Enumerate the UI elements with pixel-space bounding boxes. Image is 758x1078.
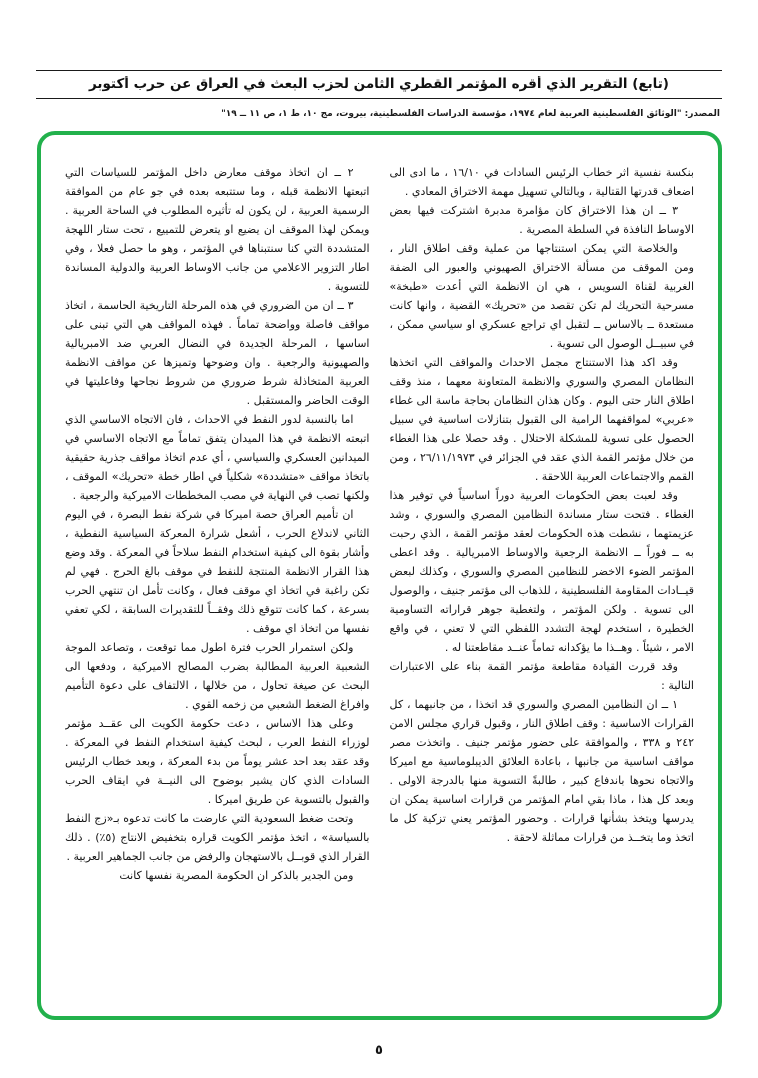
- column-left: [65, 163, 370, 996]
- paragraph: ٣ ــ ان هذا الاختراق كان مؤامرة مدبرة اشتركت فيها بعض الاوساط النافذة في السلطة المصرية .: [389, 204, 694, 236]
- paragraph: وقد اكد هذا الاستنتاج مجمل الاحداث والمواقف التي اتخذها النظامان المصري والسوري والانظمة المتعاونة معهما ، منذ وقف اطلاق النار حتى اليوم . وكان هذان النظامان بحاجة ماسة الى غطاء «عربي» لمواقفهما الرامية الى القبول بتنازلات اساسية في سبيل الحصول على تسوية للمشكلة الاحتلال . وقد حصلا على هذا الغطاء من خلال مؤتمر القمة الذي عقد في الجزائر في ٢٦/١١/١٩٧٣ ، ومن القمم والاجتماعات العربية اللاحقة .: [389, 356, 694, 483]
- paragraph: وعلى هذا الاساس ، دعت حكومة الكويت الى عقــد مؤتمر لوزراء النفط العرب ، لبحث كيفية استخدام النفط في المعركة . وقد عقد بعد احد عشر يوماً من بدء المعركة ، وبعد خطاب الرئيس السادات الذي كان يشير بوضوح الى النيــة في ايقاف الحرب والقبول بالتسوية عن طريق اميركا .: [65, 717, 370, 806]
- paragraph: اما بالنسبة لدور النفط في الاحداث ، فان الاتجاه الاساسي الذي اتبعته الانظمة في هذا الميدان يتفق تماماً مع الاتجاه الاساسي في الميدانين العسكري والسياسي ، أي عدم اتخاذ مواقف جذرية حقيقية باتخاذ مواقف «متشددة» شكلياً في اطار خطة «تحريك» الموقف ، ولكنها تصب في النهاية في مصب المخططات الاميركية والرجعية .: [65, 413, 370, 502]
- page-title: (تابع) التقرير الذي أقره المؤتمر القطري الثامن لحزب البعث في العراق عن حرب أكتوبر: [89, 76, 669, 92]
- page-number: ٥: [375, 1043, 383, 1058]
- column-right: [390, 163, 695, 996]
- title-rule-block: [36, 70, 722, 99]
- paragraph: والخلاصة التي يمكن استنتاجها من عملية وقف اطلاق النار ، ومن الموقف من مسألة الاختراق الصهيوني والعبور الى الضفة الغربية لقناة السويس ، هي ان الانظمة التي أعدت «طبخة» مسرحية التحريك لم تكن تقصد من «تحريك» القضية ، وانها كانت مستعدة ــ بالاساس ــ لتقبل اي تراجع عسكري او سياسي ممكن ، في سبيــل الوصول الى تسوية .: [389, 242, 694, 350]
- paragraph: وتحت ضغط السعودية التي عارضت ما كانت تدعوه بـ«زج النفط بالسياسة» ، اتخذ مؤتمر الكويت قراره بتخفيض الانتاج (٥٪) . ذلك القرار الذي قوبــل بالاستهجان والرفض من جانب الجماهير العربية .: [65, 812, 370, 863]
- paragraph: وقد قررت القيادة مقاطعة مؤتمر القمة بناء على الاعتبارات التالية :: [389, 660, 694, 692]
- paragraph: ولكن استمرار الحرب فترة اطول مما توقعت ، وتصاعد الموجة الشعبية العربية المطالبة بضرب المصالح الاميركية ، ودفعها الى البحث عن صيغة تحاول ، من خلالها ، الالتفاف على دعوة التأميم وافراغ الضغط الشعبي من زخمه القوي .: [65, 641, 370, 711]
- two-column-text: [65, 163, 694, 996]
- paragraph: وقد لعبت بعض الحكومات العربية دوراً اساسياً في توفير هذا الغطاء . فتحت ستار مساندة النظامين المصري والسوري ، وشد عزيمتهما ، نشطت هذه الحكومات لعقد مؤتمر القمة ، الذي رحبت به ــ فوراً ــ الانظمة الرجعية والاوساط الامبريالية . وقد اعطى المؤتمر الضوء الاخضر للنظامين المصري والسوري ، وكذلك لبعض قيــادات المقاومة الفلسطينية ، للذهاب الى مؤتمر جنيف ، والوصول الى تسوية . ولكن المؤتمر ، ولتغطية جوهر قراراته التساومية الخطيرة ، استخدم لهجة التشدد اللفظي التي لا تعني ، في واقع الامر ، شيئاً . وهــذا ما يؤكدانه تماماً عنــد مقاطعتنا له .: [389, 489, 694, 654]
- source-line: المصدر: "الوثائق الفلسطينية العربية لعام ١٩٧٤، مؤسسة الدراسات الفلسطينية، بيروت، مج ١٠، ط ١، ص ١١ ــ ١٩": [221, 109, 720, 119]
- paragraph: ان تأميم العراق حصة اميركا في شركة نفط البصرة ، في اليوم الثاني لاندلاع الحرب ، أشعل شرارة المعركة السياسية النفطية ، وأشار بقوة الى كيفية استخدام النفط سلاحاً في المعركة . وقد وضع هذا القرار الانظمة المنتجة للنفط في موقف بالغ الحرج . فهي لم تكن راغبة في اتخاذ اي موقف فعال ، وكانت تأمل ان تنتهي الحرب بسرعة ، كما كانت تتوقع ذلك وفقــاً للتقديرات السابقة ، لكي تعفي نفسها من اتخاذ اي موقف .: [65, 508, 370, 635]
- content-border: [37, 131, 722, 1020]
- paragraph: ١ ــ ان النظامين المصري والسوري قد اتخذا ، من جانبهما ، كل القرارات الاساسية : وقف اطلاق النار ، وقبول قراري مجلس الامن ٢٤٢ و ٣٣٨ ، والموافقة على حضور مؤتمر جنيف . واتخذت مصر مواقف اساسية من جانبها ، باعادة العلائق الديبلوماسية مع اميركا والاتجاه نحوها باندفاع كبير ، طالبةً التسوية منها بالدرجة الاولى . وبعد كل هذا ، ماذا بقي امام المؤتمر من قرارات اساسية يمكن ان يدرسها ويتخذ بشأنها قرارات . وحضور المؤتمر يعني تزكية كل ما اتخذ وما يتخــذ من قرارات مماثلة لاحقة .: [389, 698, 694, 844]
- paragraph: ومن الجدير بالذكر ان الحكومة المصرية نفسها كانت: [119, 869, 354, 882]
- paragraph: ٢ ــ ان اتخاذ موقف معارض داخل المؤتمر للسياسات التي اتبعتها الانظمة قبله ، وما ستتبعه بعده في جو عام من الموافقة الرسمية العربية ، لن يكون له تأثيره المطلوب في الساحة العربية . ويمكن لهذا الموقف ان يضيع او يتعرض للتمييع ، تحت ستار اللهجة المتشددة التي كنا سنتبناها في المؤتمر ، وهو ما حصل فعلا ، وفي اطار التزوير الاعلامي من جانب الاوساط العربية والدولية المساندة للتسوية .: [65, 166, 370, 293]
- paragraph: بنكسة نفسية اثر خطاب الرئيس السادات في ١٦/١٠ ، ما ادى الى اضعاف قدرتها القتالية ، وبالتالي تسهيل مهمة الاختراق المعادي .: [389, 166, 694, 198]
- paragraph: ٣ ــ ان من الضروري في هذه المرحلة التاريخية الحاسمة ، اتخاذ مواقف فاصلة وواضحة تماماً . فهذه المواقف هي التي تبنى على اساسها ، المرحلة الجديدة في النضال العربي ضد الامبريالية والصهيونية والرجعية . وان وضوحها وتميزها عن مواقف الانظمة العربية المتخاذلة شرط ضروري من شروط نجاحها وفاعليتها في الوقت الحاضر والمستقبل .: [65, 299, 370, 407]
